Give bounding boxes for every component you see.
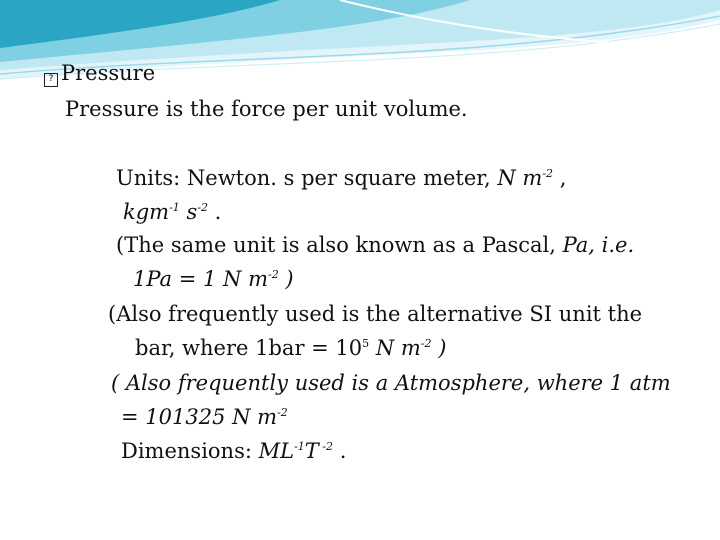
- units-line-1: Units: Newton. s per square meter, N $m^{-2}$ ,: [116, 166, 567, 190]
- bullet-icon: ?: [44, 73, 58, 87]
- atm-line-1: ( Also frequently used is a Atmosphere, where 1 atm: [111, 371, 671, 395]
- bar-line-2: bar, where $1bar = 10^5$ N $m^{-2}$ ): [135, 336, 447, 360]
- pascal-line-1: (The same unit is also known as a Pascal, Pa, i.e.: [116, 233, 635, 257]
- pascal-line-2: 1Pa = 1 N $m^{-2}$ ): [133, 267, 294, 291]
- definition-line: Pressure is the force per unit volume.: [65, 97, 468, 121]
- units-line-2: kgm$^{-1}$ $s^{-2}$ .: [123, 200, 222, 224]
- atm-line-2: = 101325 N $m^{-2}$: [121, 405, 288, 429]
- bar-line-1: (Also frequently used is the alternative SI unit the: [108, 302, 643, 326]
- slide-title: [44, 60, 155, 87]
- title-text: Pressure: [61, 61, 156, 85]
- dimensions-line: Dimensions: $ML^{-1}T$ $^{-2}$ .: [121, 439, 347, 463]
